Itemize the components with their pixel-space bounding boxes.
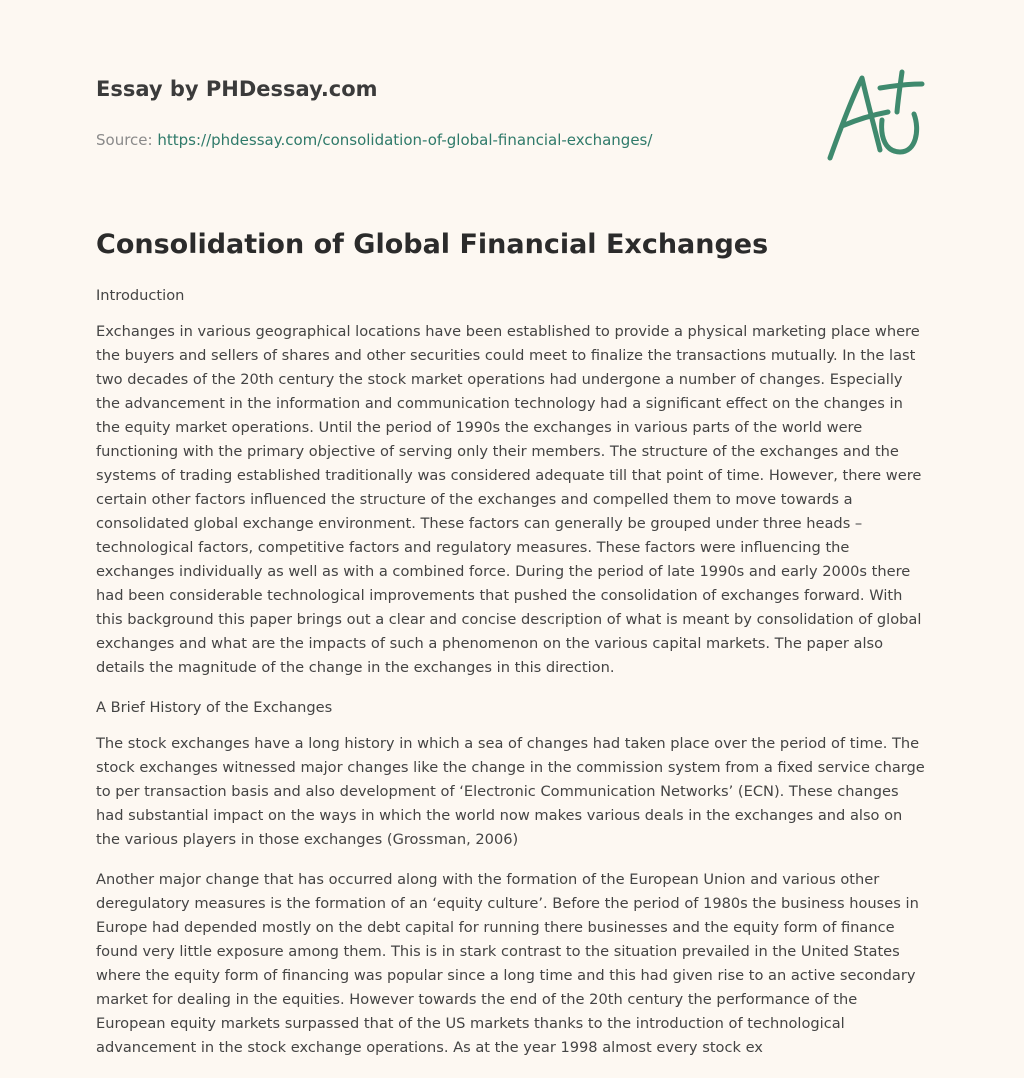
source-label: Source: — [96, 131, 153, 149]
paragraph: Exchanges in various geographical locations have been established to provide a physical marketing place where the buyers and sellers of shares and other securities could meet to finalize the transactions mutually. In the last two decades of the 20th century the stock market operations had undergone a number of changes. Especially the advancement in the information and communication technology had a significant effect on the changes in the equity market operations. Until the period of 1990s the exchanges in various parts of the world were functioning with the primary objective of serving only their members. The structure of the exchanges and the systems of trading established traditionally was considered adequate till that point of time. However, there were certain other factors influenced the structure of the exchanges and compelled them to move towards a consolidated global exchange environment. These factors can generally be grouped under three heads – technological factors, competitive factors and regulatory measures. These factors were influencing the exchanges individually as well as with a combined force. During the period of late 1990s and early 2000s there had been considerable technological improvements that pushed the consolidation of exchanges forward. With this background this paper brings out a clear and concise description of what is meant by consolidation of global exchanges and what are the impacts of such a phenomenon on the various capital markets. The paper also details the magnitude of the change in the exchanges in this direction. — [96, 323, 922, 676]
site-title: Essay by PHDessay.com — [96, 77, 378, 101]
paragraph: The stock exchanges have a long history in which a sea of changes had taken place over the period of time. The stock exchanges witnessed major changes like the change in the commission system from a fixed service charge to per transaction basis and also development of ‘Electronic Communication Networks’ (ECN). These changes had substantial impact on the ways in which the world now makes various deals in the exchanges and also on the various players in those exchanges (Grossman, 2006) — [96, 735, 925, 848]
section-heading-introduction: Introduction — [96, 287, 185, 304]
essay-title: Consolidation of Global Financial Exchanges — [96, 229, 769, 260]
paragraph: Another major change that has occurred along with the formation of the European Union and various other deregulatory measures is the formation of an ‘equity culture’. Before the period of 1980s the business houses in Europe had depended mostly on the debt capital for running there businesses and the equity form of finance found very little exposure among them. This is in stark contrast to the situation prevailed in the United States where the equity form of financing was popular since a long time and this had given rise to an active secondary market for dealing in the equities. However towards the end of the 20th century the performance of the European equity markets surpassed that of the US markets thanks to the introduction of technological advancement in the stock exchange operations. As at the year 1998 almost every stock ex — [96, 871, 919, 1056]
source-link[interactable]: https://phdessay.com/consolidation-of-global-financial-exchanges/ — [157, 131, 653, 149]
essay-content — [96, 224, 928, 1060]
source-line — [96, 130, 796, 150]
page-header — [96, 74, 796, 150]
section-heading-history: A Brief History of the Exchanges — [96, 699, 333, 716]
a-plus-logo-icon — [822, 68, 926, 164]
